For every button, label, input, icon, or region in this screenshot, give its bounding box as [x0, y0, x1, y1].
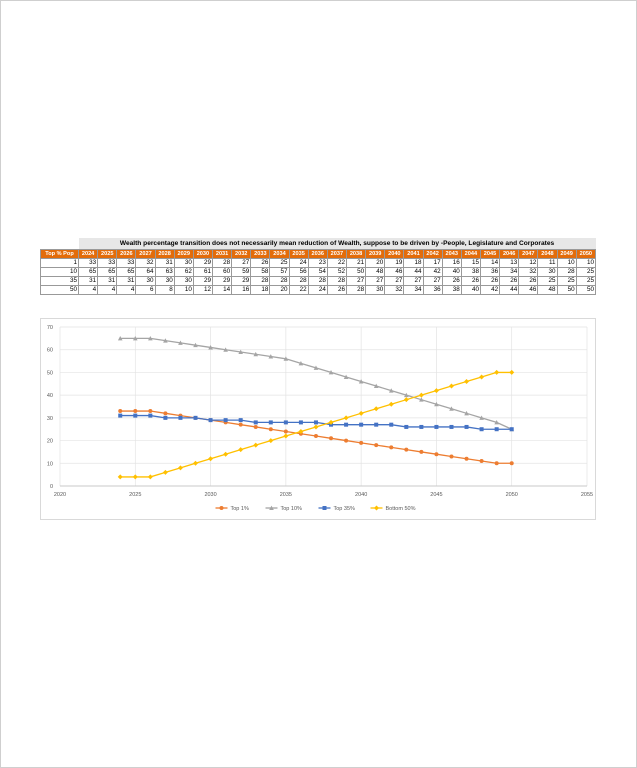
table-title-row	[41, 238, 596, 250]
header-year: 2039	[366, 250, 385, 259]
row-label: 1	[41, 259, 79, 268]
table-cell: 38	[461, 268, 480, 277]
table-cell: 29	[193, 259, 212, 268]
header-label: Top % Pop	[41, 250, 79, 259]
x-tick-label: 2050	[505, 492, 518, 498]
table-cell: 48	[538, 286, 557, 295]
row-label: 10	[41, 268, 79, 277]
table-cell: 64	[136, 268, 155, 277]
header-year: 2028	[155, 250, 174, 259]
table-cell: 4	[117, 286, 136, 295]
table-cell: 30	[155, 277, 174, 286]
table-cell: 52	[327, 268, 346, 277]
header-year: 2040	[385, 250, 404, 259]
table-cell: 61	[193, 268, 212, 277]
header-year: 2042	[423, 250, 442, 259]
table-cell: 56	[289, 268, 308, 277]
data-point	[359, 441, 363, 445]
data-point	[220, 506, 224, 510]
header-year: 2048	[538, 250, 557, 259]
table-cell: 16	[232, 286, 251, 295]
header-year: 2045	[480, 250, 499, 259]
data-point	[329, 436, 333, 440]
table-cell: 21	[346, 259, 365, 268]
table-cell: 4	[98, 286, 117, 295]
table-cell: 30	[366, 286, 385, 295]
data-point	[224, 418, 228, 422]
y-tick-label: 10	[46, 461, 53, 468]
table-cell: 48	[366, 268, 385, 277]
y-tick-label: 40	[46, 393, 53, 400]
table-cell: 63	[155, 268, 174, 277]
table-cell: 33	[117, 259, 136, 268]
table-cell: 50	[557, 286, 576, 295]
x-tick-label: 2035	[279, 492, 292, 498]
data-point	[480, 459, 484, 463]
data-point	[389, 445, 393, 449]
legend-label: Bottom 50%	[385, 506, 416, 512]
data-point	[118, 414, 122, 418]
legend-label: Top 10%	[280, 506, 302, 512]
table-cell: 30	[136, 277, 155, 286]
table-cell: 50	[346, 268, 365, 277]
data-point	[163, 416, 167, 420]
y-tick-label: 50	[46, 370, 53, 377]
table-row	[41, 268, 596, 277]
table-cell: 54	[308, 268, 327, 277]
wealth-data-table	[40, 238, 596, 295]
header-year: 2047	[519, 250, 538, 259]
table-cell: 12	[519, 259, 538, 268]
y-tick-label: 70	[46, 325, 53, 331]
data-point	[254, 420, 258, 424]
header-year: 2034	[270, 250, 289, 259]
table-cell: 28	[327, 277, 346, 286]
table-cell: 36	[423, 286, 442, 295]
table-cell: 65	[98, 268, 117, 277]
data-point	[299, 420, 303, 424]
table-cell: 27	[232, 259, 251, 268]
data-point	[239, 423, 243, 427]
chart-area	[40, 318, 596, 520]
data-point	[419, 425, 423, 429]
row-label: 35	[41, 277, 79, 286]
table-cell: 57	[270, 268, 289, 277]
header-year: 2025	[98, 250, 117, 259]
table-cell: 22	[289, 286, 308, 295]
table-cell: 60	[212, 268, 231, 277]
data-point	[284, 429, 288, 433]
data-point	[314, 420, 318, 424]
data-point	[209, 418, 213, 422]
table-cell: 28	[289, 277, 308, 286]
table-cell: 28	[346, 286, 365, 295]
table-cell: 27	[346, 277, 365, 286]
header-year: 2032	[232, 250, 251, 259]
y-tick-label: 30	[46, 415, 53, 422]
data-point	[254, 425, 258, 429]
header-year: 2036	[308, 250, 327, 259]
data-point	[434, 425, 438, 429]
data-point	[434, 452, 438, 456]
table-cell: 42	[423, 268, 442, 277]
table-cell: 33	[98, 259, 117, 268]
table-cell: 27	[385, 277, 404, 286]
table-cell: 19	[385, 259, 404, 268]
table-cell: 10	[557, 259, 576, 268]
table-cell: 11	[538, 259, 557, 268]
table-cell: 28	[308, 277, 327, 286]
table-title: Wealth percentage transition does not necessarily mean reduction of Wealth, suppose to be driven by -People, Legislature and Corporates	[79, 238, 596, 250]
table-cell: 65	[79, 268, 98, 277]
data-point	[480, 427, 484, 431]
table-row	[41, 286, 596, 295]
row-label: 50	[41, 286, 79, 295]
table-title-spacer	[41, 238, 79, 250]
table-cell: 6	[136, 286, 155, 295]
header-year: 2024	[79, 250, 98, 259]
header-year: 2046	[500, 250, 519, 259]
header-year: 2035	[289, 250, 308, 259]
table-cell: 25	[557, 277, 576, 286]
data-point	[510, 461, 514, 465]
x-tick-label: 2020	[53, 492, 67, 498]
header-year: 2041	[404, 250, 423, 259]
table-cell: 40	[442, 268, 461, 277]
data-point	[495, 461, 499, 465]
header-year: 2043	[442, 250, 461, 259]
table-cell: 44	[500, 286, 519, 295]
table-cell: 17	[423, 259, 442, 268]
data-point	[133, 409, 137, 413]
table-cell: 34	[500, 268, 519, 277]
table-cell: 31	[79, 277, 98, 286]
data-point	[359, 423, 363, 427]
table-cell: 25	[538, 277, 557, 286]
data-point	[163, 411, 167, 415]
table-cell: 40	[461, 286, 480, 295]
table-cell: 26	[442, 277, 461, 286]
data-point	[374, 423, 378, 427]
header-year: 2026	[117, 250, 136, 259]
table-cell: 33	[79, 259, 98, 268]
table-cell: 32	[136, 259, 155, 268]
data-point	[510, 427, 514, 431]
data-point	[374, 443, 378, 447]
table-cell: 28	[557, 268, 576, 277]
table-cell: 38	[442, 286, 461, 295]
header-year: 2049	[557, 250, 576, 259]
table-cell: 24	[308, 286, 327, 295]
table-cell: 30	[538, 268, 557, 277]
table-cell: 24	[289, 259, 308, 268]
table-cell: 29	[193, 277, 212, 286]
x-tick-label: 2030	[204, 492, 217, 498]
table-cell: 59	[232, 268, 251, 277]
table-cell: 50	[576, 286, 595, 295]
header-year: 2031	[212, 250, 231, 259]
header-year: 2044	[461, 250, 480, 259]
table-cell: 28	[270, 277, 289, 286]
table-cell: 42	[480, 286, 499, 295]
table-cell: 14	[480, 259, 499, 268]
header-year: 2030	[193, 250, 212, 259]
table-cell: 12	[193, 286, 212, 295]
table-cell: 29	[212, 277, 231, 286]
table-cell: 16	[442, 259, 461, 268]
data-point	[404, 448, 408, 452]
table-cell: 30	[174, 259, 193, 268]
table-cell: 13	[500, 259, 519, 268]
x-tick-label: 2055	[580, 492, 594, 498]
header-year: 2037	[327, 250, 346, 259]
table-cell: 10	[174, 286, 193, 295]
x-tick-label: 2040	[355, 492, 368, 498]
table-cell: 62	[174, 268, 193, 277]
x-tick-label: 2025	[129, 492, 142, 498]
table-cell: 46	[385, 268, 404, 277]
table-cell: 31	[98, 277, 117, 286]
data-point	[284, 420, 288, 424]
table-cell: 25	[270, 259, 289, 268]
table-header-row	[41, 250, 596, 259]
table-cell: 58	[251, 268, 270, 277]
data-point	[465, 425, 469, 429]
table-cell: 10	[576, 259, 595, 268]
table-cell: 4	[79, 286, 98, 295]
chart-border	[41, 319, 596, 520]
data-point	[404, 425, 408, 429]
data-point	[495, 427, 499, 431]
table-cell: 31	[117, 277, 136, 286]
table-cell: 29	[232, 277, 251, 286]
data-point	[133, 414, 137, 418]
table-cell: 22	[327, 259, 346, 268]
table-row	[41, 277, 596, 286]
header-year: 2038	[346, 250, 365, 259]
header-year: 2050	[576, 250, 595, 259]
data-point	[314, 434, 318, 438]
legend-label: Top 1%	[230, 506, 249, 512]
table-cell: 28	[212, 259, 231, 268]
header-year: 2029	[174, 250, 193, 259]
table-cell: 26	[251, 259, 270, 268]
data-point	[389, 423, 393, 427]
table-cell: 26	[519, 277, 538, 286]
data-point	[148, 414, 152, 418]
table-row	[41, 259, 596, 268]
table-cell: 36	[480, 268, 499, 277]
table-cell: 15	[461, 259, 480, 268]
data-point	[194, 416, 198, 420]
table-cell: 26	[461, 277, 480, 286]
table-cell: 44	[404, 268, 423, 277]
data-point	[465, 457, 469, 461]
table-cell: 27	[404, 277, 423, 286]
table-cell: 27	[423, 277, 442, 286]
data-point	[178, 416, 182, 420]
table-cell: 65	[117, 268, 136, 277]
y-tick-label: 60	[46, 347, 53, 354]
table-cell: 28	[251, 277, 270, 286]
data-point	[269, 420, 273, 424]
data-point	[239, 418, 243, 422]
table-cell: 46	[519, 286, 538, 295]
data-point	[419, 450, 423, 454]
table-cell: 32	[519, 268, 538, 277]
data-point	[148, 409, 152, 413]
header-year: 2033	[251, 250, 270, 259]
table-cell: 8	[155, 286, 174, 295]
data-table-region	[40, 238, 596, 295]
legend-label: Top 35%	[333, 506, 355, 512]
table-cell: 25	[576, 277, 595, 286]
table-cell: 32	[385, 286, 404, 295]
header-year: 2027	[136, 250, 155, 259]
table-cell: 31	[155, 259, 174, 268]
table-cell: 26	[327, 286, 346, 295]
table-cell: 25	[576, 268, 595, 277]
table-cell: 18	[404, 259, 423, 268]
table-cell: 34	[404, 286, 423, 295]
data-point	[449, 425, 453, 429]
table-cell: 18	[251, 286, 270, 295]
x-tick-label: 2045	[430, 492, 443, 498]
line-chart	[40, 318, 596, 520]
table-cell: 26	[480, 277, 499, 286]
data-point	[118, 409, 122, 413]
table-cell: 23	[308, 259, 327, 268]
y-tick-label: 20	[46, 438, 53, 445]
y-tick-label: 0	[49, 484, 53, 490]
data-point	[344, 439, 348, 443]
table-cell: 14	[212, 286, 231, 295]
table-cell: 30	[174, 277, 193, 286]
data-point	[449, 454, 453, 458]
table-cell: 26	[500, 277, 519, 286]
data-point	[269, 427, 273, 431]
data-point	[344, 423, 348, 427]
table-cell: 20	[366, 259, 385, 268]
table-cell: 20	[270, 286, 289, 295]
data-point	[323, 506, 327, 510]
table-cell: 27	[366, 277, 385, 286]
